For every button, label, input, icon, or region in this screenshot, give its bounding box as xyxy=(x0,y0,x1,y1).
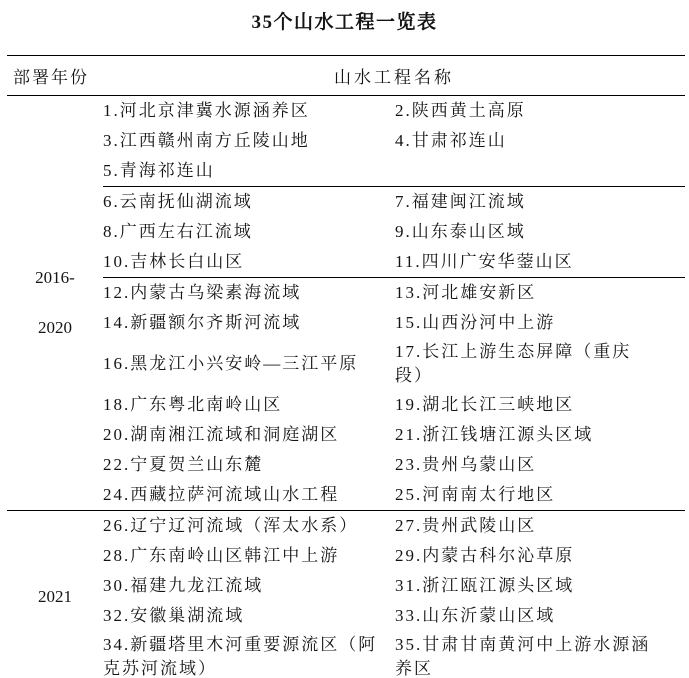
project-item: 14.新疆额尔齐斯河流域 xyxy=(103,313,302,332)
project-item: 3.江西赣州南方丘陵山地 xyxy=(103,131,310,150)
project-item: 13.河北雄安新区 xyxy=(395,283,537,302)
project-item: 30.福建九龙江流域 xyxy=(103,576,264,595)
project-item: 18.广东粤北南岭山区 xyxy=(103,395,283,414)
table-row xyxy=(103,601,685,631)
year-label: 2020 xyxy=(38,318,72,337)
table-row xyxy=(103,338,685,390)
project-item: 1.河北京津冀水源涵养区 xyxy=(103,101,310,120)
table-header-row xyxy=(7,56,685,96)
table-row xyxy=(103,571,685,601)
project-item: 2.陕西黄土高原 xyxy=(395,101,526,120)
project-item: 21.浙江钱塘江源头区域 xyxy=(395,425,594,444)
project-item: 20.湖南湘江流域和洞庭湖区 xyxy=(103,425,340,444)
project-item: 11.四川广安华蓥山区 xyxy=(395,252,574,271)
batch-block-1 xyxy=(103,96,685,186)
project-item: 27.贵州武陵山区 xyxy=(395,516,537,535)
table-row xyxy=(103,511,685,541)
project-item: 8.广西左右江流域 xyxy=(103,222,253,241)
names-cell xyxy=(103,96,685,510)
table-row xyxy=(103,126,685,156)
project-item: 28.广东南岭山区韩江中上游 xyxy=(103,546,340,565)
year-cell-2021 xyxy=(7,511,103,678)
projects-table xyxy=(7,55,685,678)
project-item: 31.浙江瓯江源头区域 xyxy=(395,576,575,595)
table-row xyxy=(103,308,685,338)
table-row xyxy=(103,247,685,277)
project-item: 16.黑龙江小兴安岭—三江平原 xyxy=(103,354,359,373)
batch-block-2 xyxy=(103,186,685,277)
project-item: 15.山西汾河中上游 xyxy=(395,313,556,332)
project-item: 24.西藏拉萨河流域山水工程 xyxy=(103,485,340,504)
project-item: 5.青海祁连山 xyxy=(103,161,215,180)
project-item: 9.山东泰山区域 xyxy=(395,222,526,241)
header-project-name: 山水工程名称 xyxy=(334,68,454,87)
project-item: 33.山东沂蒙山区域 xyxy=(395,606,556,625)
table-row xyxy=(103,187,685,217)
project-item: 23.贵州乌蒙山区 xyxy=(395,455,537,474)
project-item: 17.长江上游生态屏障（重庆段） xyxy=(395,342,632,385)
group-2016-2020 xyxy=(7,96,685,510)
table-row xyxy=(103,278,685,308)
table-row xyxy=(103,420,685,450)
batch-block-3 xyxy=(103,277,685,510)
table-row xyxy=(103,480,685,510)
project-item: 25.河南南太行地区 xyxy=(395,485,556,504)
project-item: 32.安徽巢湖流域 xyxy=(103,606,245,625)
year-label: 2021 xyxy=(38,587,72,606)
header-deploy-year: 部署年份 xyxy=(13,68,89,87)
project-item: 10.吉林长白山区 xyxy=(103,252,245,271)
table-row xyxy=(103,450,685,480)
project-item: 34.新疆塔里木河重要源流区（阿克苏河流域） xyxy=(103,635,378,678)
project-item: 6.云南抚仙湖流域 xyxy=(103,192,253,211)
table-row xyxy=(103,217,685,247)
page-title: 35个山水工程一览表 xyxy=(251,12,438,33)
project-item: 29.内蒙古科尔沁草原 xyxy=(395,546,575,565)
project-item: 7.福建闽江流域 xyxy=(395,192,526,211)
table-row xyxy=(103,156,685,186)
project-item: 22.宁夏贺兰山东麓 xyxy=(103,455,264,474)
table-row xyxy=(103,631,685,678)
table-row xyxy=(103,390,685,420)
table-row xyxy=(103,541,685,571)
project-item: 26.辽宁辽河流域（浑太水系） xyxy=(103,516,359,535)
project-item: 4.甘肃祁连山 xyxy=(395,131,507,150)
project-item xyxy=(395,169,665,173)
project-item: 19.湖北长江三峡地区 xyxy=(395,395,575,414)
names-cell xyxy=(103,511,685,678)
project-item: 35.甘肃甘南黄河中上游水源涵养区 xyxy=(395,635,651,678)
year-label: 2016- xyxy=(35,268,75,287)
year-cell-2016-2020 xyxy=(7,96,103,510)
group-2021 xyxy=(7,510,685,678)
project-item: 12.内蒙古乌梁素海流域 xyxy=(103,283,302,302)
table-row xyxy=(103,96,685,126)
batch-block-4 xyxy=(103,511,685,678)
